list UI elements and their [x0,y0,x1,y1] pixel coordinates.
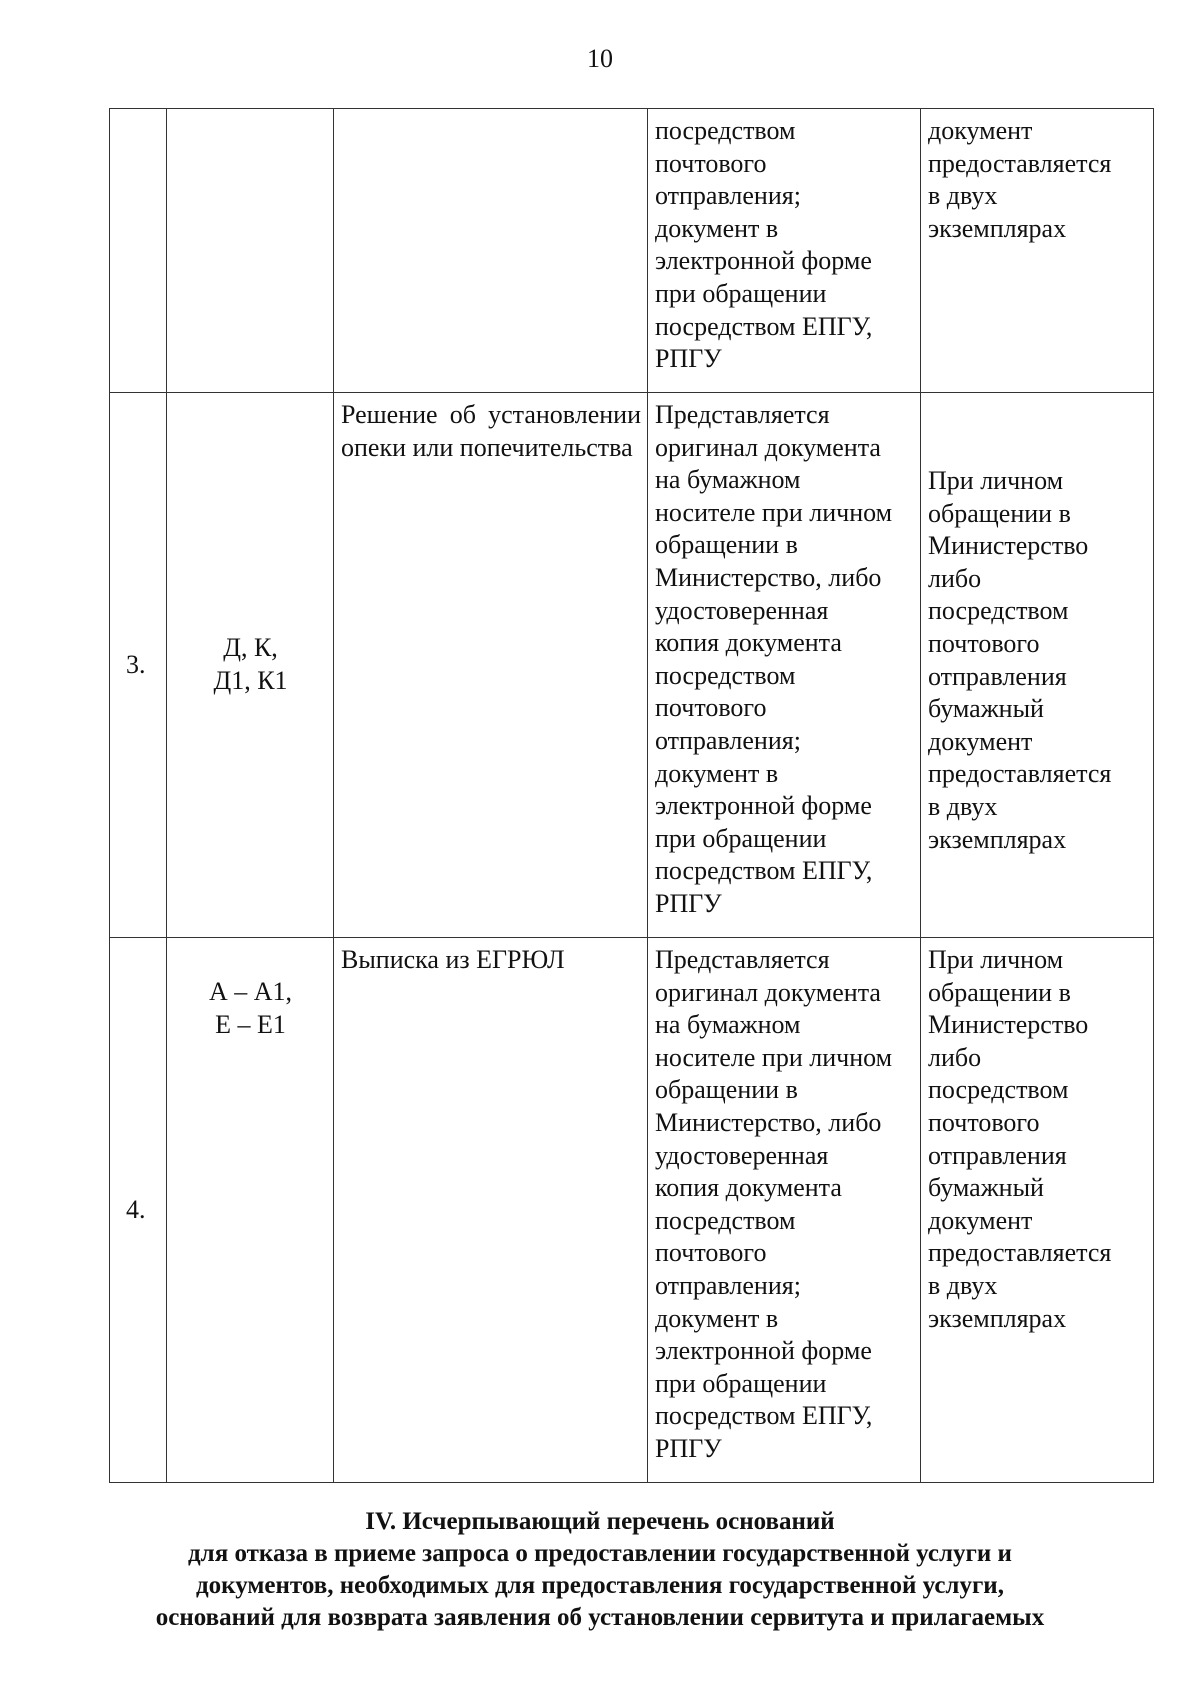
delivery-note-cell [921,109,1154,393]
submission-method-cell [648,393,921,938]
documents-table [109,108,1154,1483]
row-number-cell [110,938,167,1483]
applicant-category: А – А1, Е – Е1 [208,977,293,1039]
table-row [110,393,1154,938]
page-number: 10 [587,44,613,73]
delivery-note-cell [921,393,1154,938]
section-heading: IV. Исчерпывающий перечень оснований для отказа в приеме запроса о предоставлении государственной услуги и документов, необходимых для предоставления государственной услуги, оснований для возврата заявления об установлении сервитута и прилагаемых [155,1508,1045,1631]
applicant-category-cell [167,938,334,1483]
submission-method: Представляется оригинал документа на бумажном носителе при личном обращении в Министерство, либо удостоверенная копия документа посредством почтового отправления; документ в электронной форме при обращении посредством ЕПГУ, РПГУ [655,400,893,918]
document-name-cell [334,938,648,1483]
document-name: Выписка из ЕГРЮЛ [341,945,565,974]
delivery-note: документ предоставляется в двух экземплярах [928,116,1112,243]
delivery-note-cell [921,938,1154,1483]
row-number: 3. [126,649,146,679]
row-number: 4. [126,1194,146,1224]
submission-method-cell [648,109,921,393]
table-row [110,938,1154,1483]
document-name: Решение об установлении опеки или попечительства [341,400,641,462]
submission-method: Представляется оригинал документа на бумажном носителе при личном обращении в Министерство, либо удостоверенная копия документа посредством почтового отправления; документ в электронной форме при обращении посредством ЕПГУ, РПГУ [655,945,893,1463]
document-name-cell [334,109,648,393]
applicant-category-cell [167,109,334,393]
delivery-note: При личном обращении в Министерство либо посредством почтового отправления бумажный документ предоставляется в двух экземплярах [928,466,1112,854]
table-row [110,109,1154,393]
applicant-category: Д, К, Д1, К1 [213,633,288,695]
applicant-category-cell [167,393,334,938]
delivery-note: При личном обращении в Министерство либо посредством почтового отправления бумажный документ предоставляется в двух экземплярах [928,945,1112,1333]
row-number-cell [110,109,167,393]
row-number-cell [110,393,167,938]
document-name-cell [334,393,648,938]
submission-method: посредством почтового отправления; документ в электронной форме при обращении посредством ЕПГУ, РПГУ [655,116,873,374]
submission-method-cell [648,938,921,1483]
